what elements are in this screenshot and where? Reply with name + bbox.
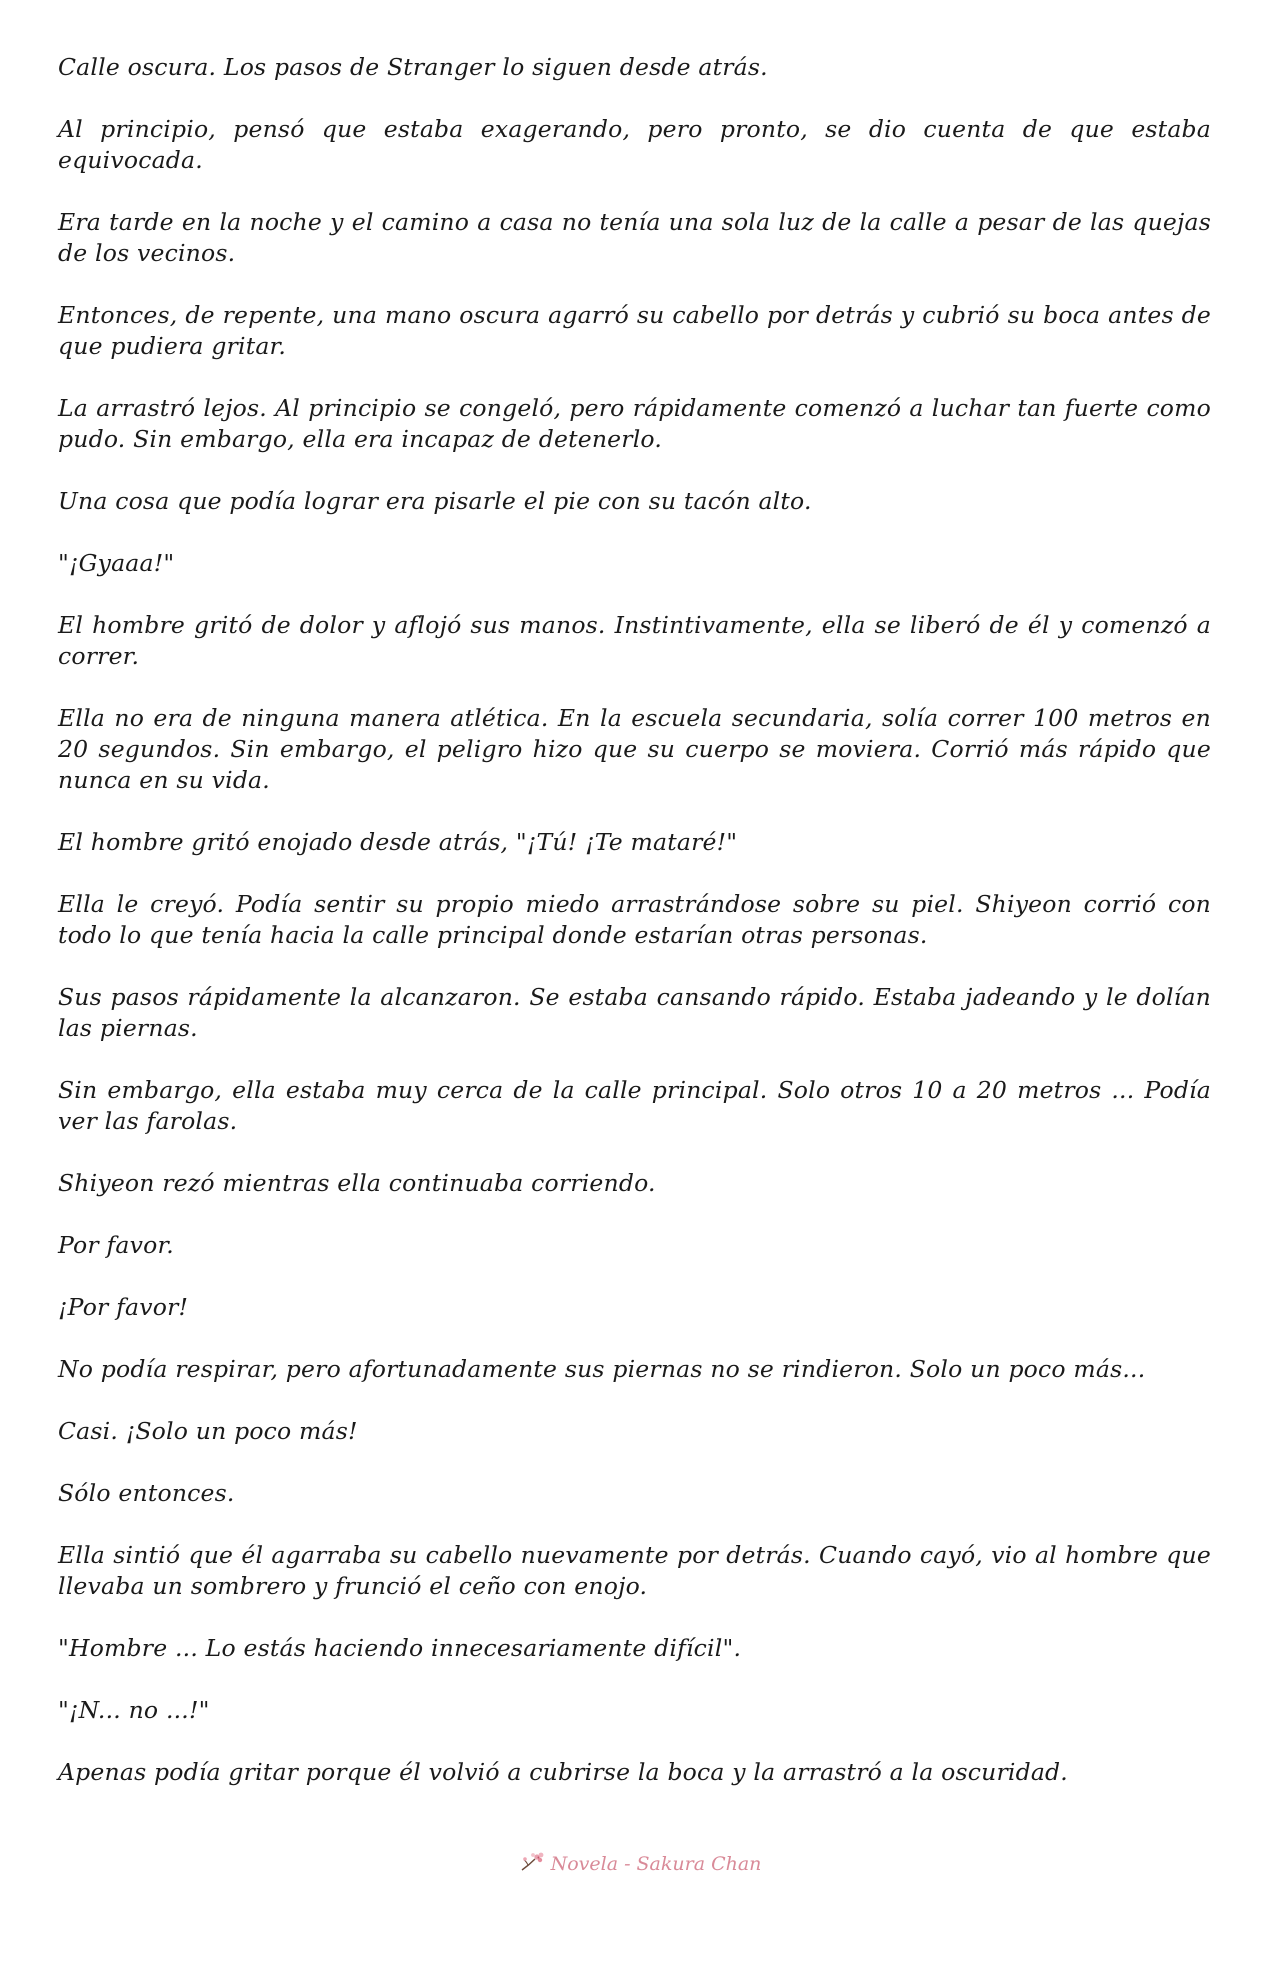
paragraph: Era tarde en la noche y el camino a casa no tenía una sola luz de la calle a pesar de las quejas de los vecinos. [58, 208, 1211, 267]
paragraph: Ella sintió que él agarraba su cabello nuevamente por detrás. Cuando cayó, vio al hombre que llevaba un sombrero y frunció el ceño con enojo. [58, 1541, 1211, 1600]
footer-watermark [0, 1850, 1280, 1875]
paragraph: Shiyeon rezó mientras ella continuaba corriendo. [58, 1169, 656, 1197]
paragraph: Por favor. [58, 1231, 174, 1259]
paragraph: Casi. ¡Solo un poco más! [58, 1417, 358, 1445]
story-text [58, 52, 1211, 1819]
paragraph: ¡Por favor! [58, 1293, 189, 1321]
paragraph: Ella no era de ninguna manera atlética. En la escuela secundaria, solía correr 100 metros en 20 segundos. Sin embargo, el peligro hizo que su cuerpo se moviera. Corrió más rápido que nunca en su vida. [58, 704, 1211, 794]
paragraph: Sólo entonces. [58, 1479, 235, 1507]
paragraph: La arrastró lejos. Al principio se congeló, pero rápidamente comenzó a luchar tan fuerte como pudo. Sin embargo, ella era incapaz de detenerlo. [58, 394, 1211, 453]
paragraph: Calle oscura. Los pasos de Stranger lo siguen desde atrás. [58, 53, 768, 81]
paragraph: "Hombre ... Lo estás haciendo innecesariamente difícil". [58, 1634, 742, 1662]
paragraph: Sin embargo, ella estaba muy cerca de la calle principal. Solo otros 10 a 20 metros ... Podía ver las farolas. [58, 1076, 1211, 1135]
paragraph: No podía respirar, pero afortunadamente sus piernas no se rindieron. Solo un poco más... [58, 1355, 1146, 1383]
paragraph: Ella le creyó. Podía sentir su propio miedo arrastrándose sobre su piel. Shiyeon corrió con todo lo que tenía hacia la calle principal donde estarían otras personas. [58, 890, 1211, 949]
paragraph: Al principio, pensó que estaba exagerando, pero pronto, se dio cuenta de que estaba equivocada. [58, 115, 1211, 174]
paragraph: Entonces, de repente, una mano oscura agarró su cabello por detrás y cubrió su boca antes de que pudiera gritar. [58, 301, 1211, 360]
sakura-flower-icon [519, 1850, 547, 1874]
footer-text: Novela - Sakura Chan [550, 1853, 762, 1875]
paragraph: El hombre gritó enojado desde atrás, "¡Tú! ¡Te mataré!" [58, 828, 738, 856]
paragraph: Sus pasos rápidamente la alcanzaron. Se estaba cansando rápido. Estaba jadeando y le dolían las piernas. [58, 983, 1211, 1042]
paragraph: "¡N... no ...!" [58, 1696, 210, 1724]
paragraph: "¡Gyaaa!" [58, 549, 175, 577]
paragraph: Apenas podía gritar porque él volvió a cubrirse la boca y la arrastró a la oscuridad. [58, 1758, 1068, 1786]
paragraph: Una cosa que podía lograr era pisarle el pie con su tacón alto. [58, 487, 812, 515]
paragraph: El hombre gritó de dolor y aflojó sus manos. Instintivamente, ella se liberó de él y comenzó a correr. [58, 611, 1211, 670]
